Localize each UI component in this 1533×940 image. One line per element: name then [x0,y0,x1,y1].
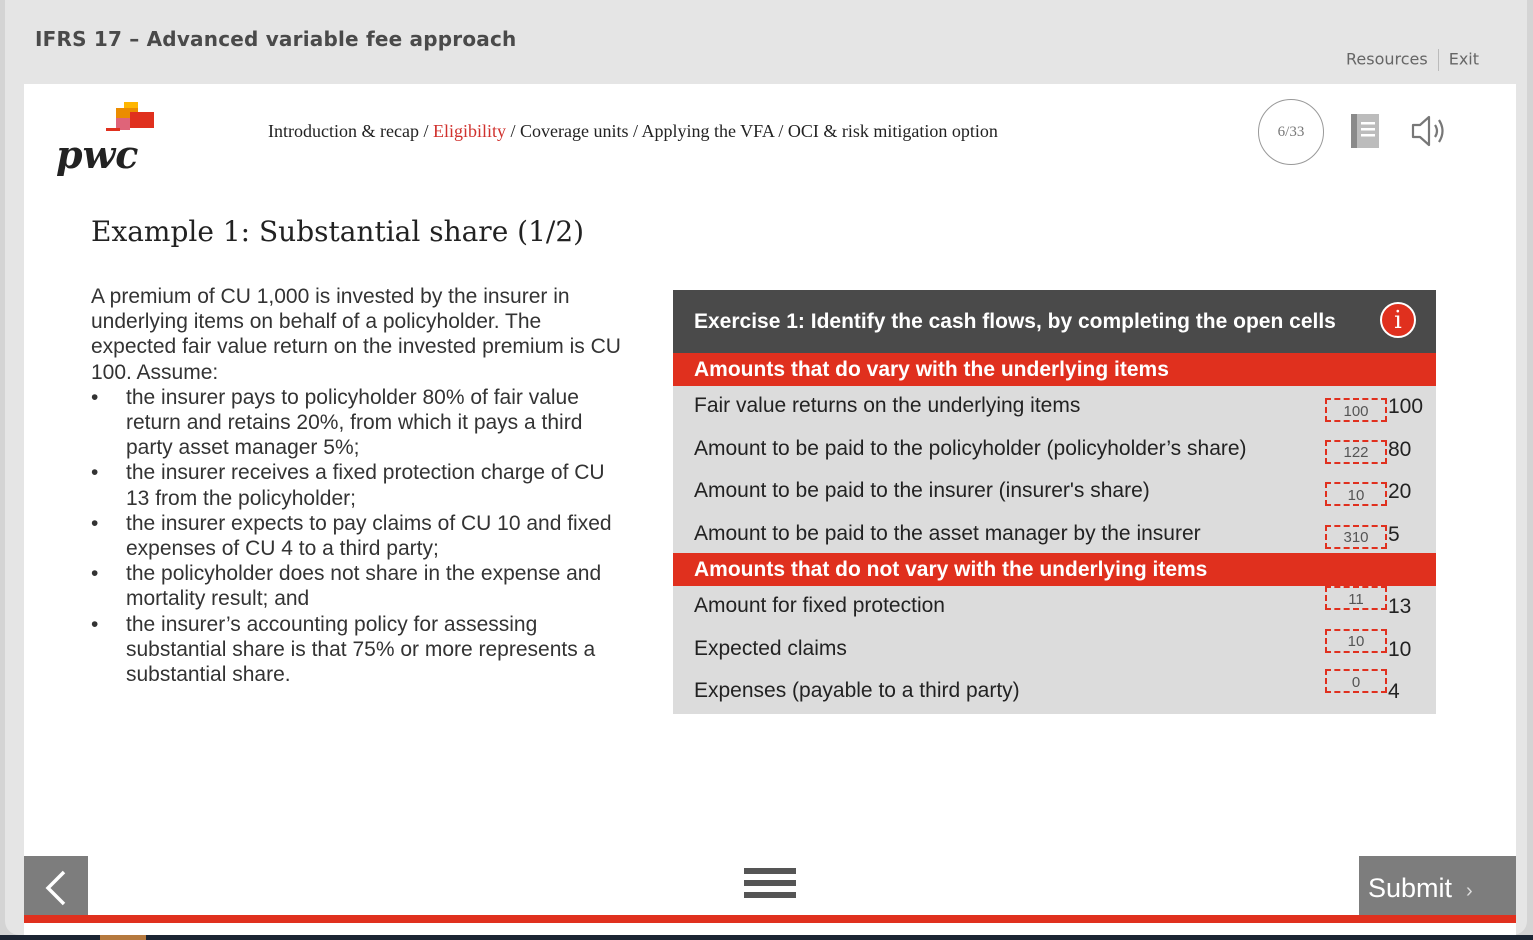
answer-input[interactable] [1325,440,1387,464]
exit-link[interactable]: Exit [1448,49,1479,69]
breadcrumb-separator: / [505,121,520,141]
breadcrumb-separator: / [773,121,788,141]
exercise-panel [673,290,1436,714]
answer-input[interactable] [1325,669,1387,693]
table-row [673,514,1436,557]
breadcrumb-item[interactable]: Applying the VFA [641,121,774,141]
breadcrumb-separator: / [418,121,433,141]
exercise-header [673,290,1436,353]
row-answer: 100 [1388,395,1424,418]
back-button[interactable] [24,856,88,920]
course-title: IFRS 17 – Advanced variable fee approach [35,27,517,51]
list-item: • the insurer pays to policyholder 80% of fair value return and retains 20%, from which it pays a third party asset manager 5%; [91,385,631,461]
taskbar-strip [0,935,1533,940]
submit-button[interactable] [1359,856,1516,920]
chevron-right-icon: › [1466,880,1473,902]
intro-text [91,284,631,687]
table-row [673,471,1436,514]
logo-wordmark: pwc [56,132,139,177]
list-item: • the insurer’s accounting policy for assessing substantial share is that 75% or more represents a substantial share. [91,612,631,688]
breadcrumb [268,121,998,142]
page-counter: 6/33 [1258,99,1324,165]
section-heading-variable: Amounts that do vary with the underlying items [673,353,1436,386]
breadcrumb-separator: / [628,121,642,141]
row-label: Expected claims [694,636,847,660]
list-item: • the insurer expects to pay claims of CU 10 and fixed expenses of CU 4 to a third party; [91,511,631,561]
row-answer: 80 [1388,437,1412,461]
breadcrumb-item[interactable]: Eligibility [432,121,506,141]
slide-title: Example 1: Substantial share (1/2) [91,215,585,248]
breadcrumb-item[interactable]: Coverage units [520,121,629,141]
answer-input[interactable] [1325,525,1387,549]
breadcrumb-item[interactable]: OCI & risk mitigation option [787,121,998,141]
row-label: Amount to be paid to the insurer (insurer's share) [694,479,1150,502]
back-chevron-icon [24,856,88,920]
list-item: • the insurer receives a fixed protection charge of CU 13 from the policyholder; [91,460,631,510]
row-answer: 5 [1388,522,1400,546]
exercise-title: Exercise 1: Identify the cash flows, by completing the open cells [694,310,1336,333]
row-answer: 4 [1388,680,1400,703]
answer-input[interactable] [1325,586,1387,610]
row-label: Amount for fixed protection [694,594,945,617]
row-label: Fair value returns on the underlying items [694,394,1081,417]
row-label: Amount to be paid to the asset manager by the insurer [694,521,1201,545]
breadcrumb-item[interactable]: Introduction & recap [268,121,419,141]
progress-bar [24,915,1516,923]
navigation-bar [24,856,1516,920]
list-item: • the policyholder does not share in the expense and mortality result; and [91,561,631,611]
info-icon[interactable]: i [1380,302,1416,338]
audio-icon[interactable] [1410,114,1450,153]
table-row [673,629,1436,672]
menu-icon[interactable] [744,868,796,908]
row-label: Expenses (payable to a third party) [694,679,1020,702]
answer-input[interactable] [1325,398,1387,422]
answer-input[interactable] [1325,482,1387,506]
row-answer: 10 [1388,637,1412,661]
table-row [673,586,1436,629]
resources-link[interactable]: Resources [1345,49,1428,69]
pwc-logo [54,98,164,178]
submit-label: Submit [1368,873,1453,903]
top-links [1346,49,1479,71]
table-row [673,429,1436,472]
table-row [673,386,1436,429]
section-heading-fixed: Amounts that do not vary with the underlying items [673,553,1436,586]
table-row [673,671,1436,714]
row-answer: 20 [1388,480,1412,503]
row-label: Amount to be paid to the policyholder (policyholder’s share) [694,436,1247,460]
course-frame [5,0,1527,935]
intro-paragraph: A premium of CU 1,000 is invested by the insurer in underlying items on behalf of a policyholder. The expected fair value return on the invested premium is CU 100. Assume: [91,285,621,384]
slide-stage [24,84,1516,935]
notes-icon[interactable] [1349,112,1383,155]
link-divider [1438,49,1439,71]
row-answer: 13 [1388,595,1412,618]
assumptions-list [91,385,631,687]
answer-input[interactable] [1325,629,1387,653]
